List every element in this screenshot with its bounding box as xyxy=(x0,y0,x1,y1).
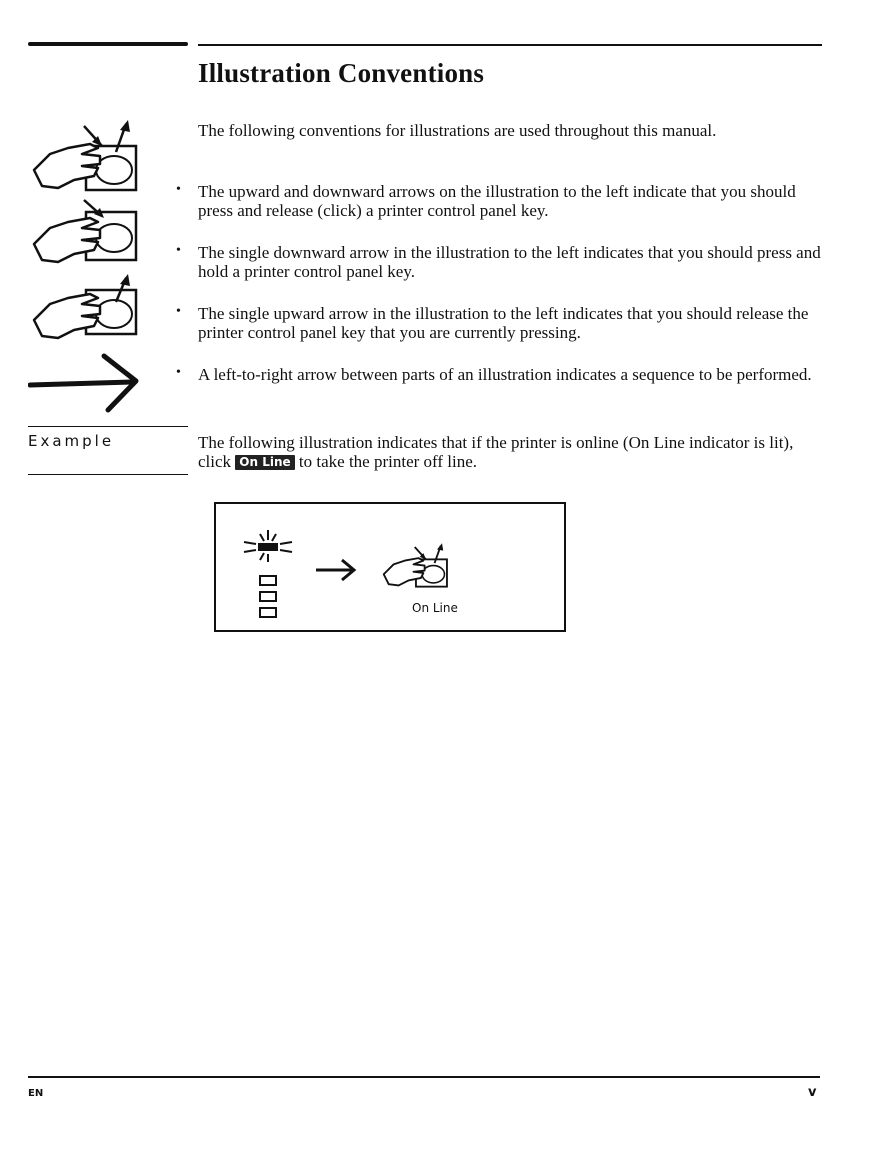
indicator-icon xyxy=(260,608,276,617)
example-text-before: The following illustration indicates that if the printer is online (On Line indicator is lit), click xyxy=(198,433,794,471)
bullet-text-sequence: A left-to-right arrow between parts of an illustration indicates a sequence to be performed. xyxy=(198,365,812,384)
example-label: Example xyxy=(28,432,115,450)
bullet-marker: • xyxy=(176,304,181,319)
lit-indicator-icon xyxy=(244,530,292,562)
header-rule xyxy=(198,44,822,46)
hand-release-icon xyxy=(28,272,140,350)
page-number: v xyxy=(808,1085,817,1100)
example-figure xyxy=(214,502,566,632)
page-title: Illustration Conventions xyxy=(198,58,485,88)
footer-rule xyxy=(28,1076,820,1078)
hand-press-hold-icon xyxy=(28,196,140,274)
bullet-text-release: The single upward arrow in the illustration to the left indicates that you should release the printer control panel key that you are currently pressing. xyxy=(198,304,809,342)
hand-press-release-icon xyxy=(28,118,140,196)
on-line-key: On Line xyxy=(235,455,294,470)
example-figure-art xyxy=(216,504,564,630)
bullet-text-click: The upward and downward arrows on the illustration to the left indicate that you should press and release (click) a printer control panel key. xyxy=(198,182,796,220)
footer-language-code: EN xyxy=(28,1088,44,1099)
hand-press-release-icon xyxy=(384,543,447,586)
example-rule-top xyxy=(28,426,188,427)
indicator-icon xyxy=(260,576,276,585)
indicator-icon xyxy=(260,592,276,601)
sequence-arrow-icon xyxy=(28,352,144,414)
left-header-rule xyxy=(28,42,188,46)
figure-key-label: On Line xyxy=(412,601,458,615)
intro-paragraph: The following conventions for illustrations are used throughout this manual. xyxy=(198,121,717,140)
bullet-marker: • xyxy=(176,182,181,197)
example-rule-bottom xyxy=(28,474,188,475)
bullet-text-hold: The single downward arrow in the illustration to the left indicates that you should press and hold a printer control panel key. xyxy=(198,243,821,281)
example-text-after: to take the printer off line. xyxy=(298,452,478,471)
sequence-arrow-icon xyxy=(316,560,354,580)
bullet-marker: • xyxy=(176,243,181,258)
bullet-marker: • xyxy=(176,365,181,380)
example-paragraph xyxy=(198,433,822,471)
